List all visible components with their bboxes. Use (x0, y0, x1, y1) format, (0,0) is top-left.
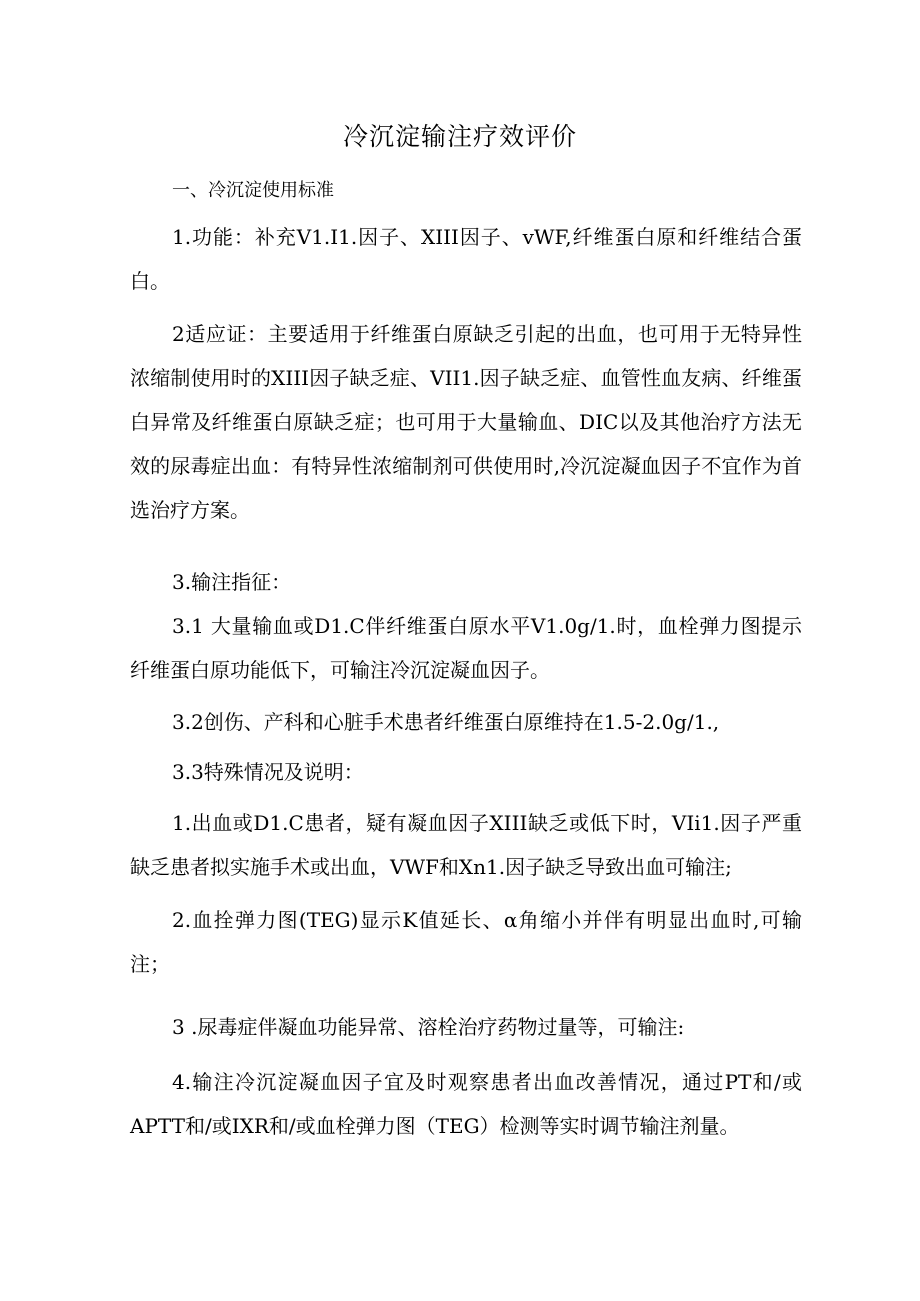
paragraph-function: 1.功能：补充V1.I1.因子、XIII因子、vWF,纤维蛋白原和纤维结合蛋白。 (130, 225, 802, 293)
list-item-4: 4.输注冷沉淀凝血因子宜及时观察患者出血改善情况，通过PT和/或APTT和/或IXR和/或血栓弹力图（TEG）检测等实时调节输注剂量。 (130, 1070, 802, 1138)
list-item-2: 2.血拴弹力图(TEG)显示K值延长、α角缩小并伴有明显出血时,可输注； (130, 908, 802, 976)
paragraph-criteria-3-3: 3.3特殊情况及说明： (172, 760, 364, 784)
section-heading: 一、冷沉淀使用标准 (172, 180, 334, 201)
list-item-3: 3 .尿毒症伴凝血功能异常、溶栓治疗药物过量等，可输注: (172, 1015, 685, 1039)
paragraph-criteria-3-1: 3.1 大量输血或D1.C伴纤维蛋白原水平V1.0g/1.时，血栓弹力图提示纤维蛋白原功能低下，可输注冷沉淀凝血因子。 (130, 614, 802, 682)
paragraph-indications: 2适应证：主要适用于纤维蛋白原缺乏引起的出血，也可用于无特异性浓缩制使用时的XIII因子缺乏症、VII1.因子缺乏症、血管性血友病、纤维蛋白异常及纤维蛋白原缺乏症；也可用于大量输血、DIC以及其他治疗方法无效的尿毒症出血：有特异性浓缩制剂可供使用时,冷沉淀凝血因子不宜作为首选治疗方案。 (130, 322, 802, 522)
document-title: 冷沉淀输注疗效评价 (342, 122, 577, 151)
list-item-1: 1.出血或D1.C患者，疑有凝血因子XIII缺乏或低下时，VIi1.因子严重缺乏患者拟实施手术或出血，VWF和Xn1.因子缺乏导致出血可输注; (130, 811, 802, 879)
paragraph-criteria-3-2: 3.2创伤、产科和心脏手术患者纤维蛋白原维持在1.5-2.0g/1., (172, 710, 720, 734)
paragraph-transfusion-criteria: 3.输注指征： (172, 570, 292, 594)
